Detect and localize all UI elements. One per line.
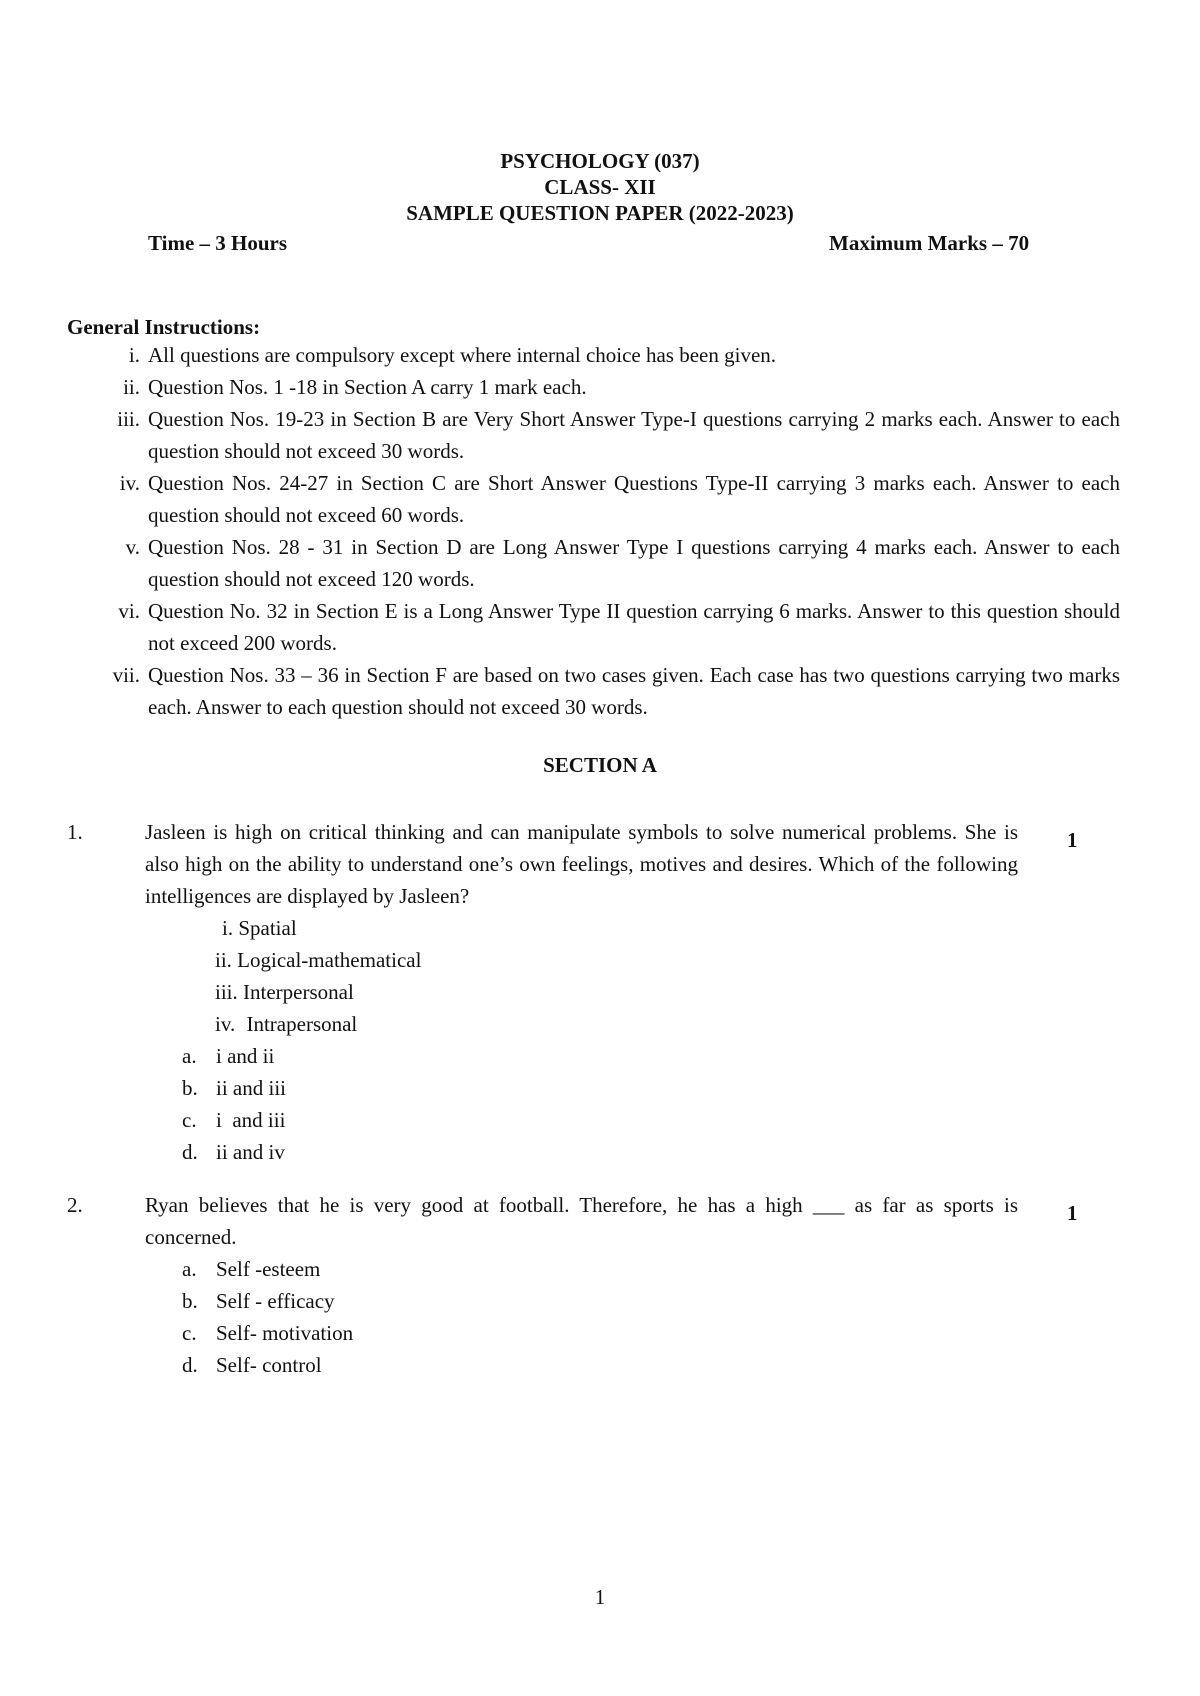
paper-time: Time – 3 Hours	[148, 231, 288, 255]
question-marks: 1	[1067, 1201, 1078, 1225]
sub-option-text: Logical-mathematical	[237, 948, 422, 972]
option-text: ii and iv	[216, 1140, 285, 1164]
instruction-text: Question Nos. 1 -18 in Section A carry 1 mark each.	[148, 375, 587, 399]
instruction-item	[80, 531, 1120, 595]
section-a-heading: SECTION A	[543, 753, 657, 777]
instruction-text: Question No. 32 in Section E is a Long Answer Type II question carrying 6 marks. Answer to this question should not exceed 200 words.	[148, 599, 1120, 655]
instruction-number: v.	[125, 535, 140, 559]
instruction-item	[80, 339, 1120, 371]
instruction-number: i.	[128, 343, 140, 367]
question-text: Jasleen is high on critical thinking and can manipulate symbols to solve numerical problems. She is also high on the ability to understand one’s own feelings, motives and desires. Which of the following intelligences are displayed by Jasleen?	[145, 820, 1018, 908]
sub-option	[215, 1008, 357, 1040]
answer-option-a	[182, 1253, 320, 1285]
paper-subject: PSYCHOLOGY (037)	[500, 149, 700, 173]
instruction-item	[80, 595, 1120, 659]
option-text: Self- control	[216, 1353, 322, 1377]
question-number: 1.	[67, 820, 83, 844]
paper-max-marks: Maximum Marks – 70	[829, 231, 1030, 255]
sub-option-number: iii.	[215, 980, 238, 1004]
instruction-item	[80, 659, 1120, 723]
sub-option-number: i.	[222, 916, 234, 940]
question-marks: 1	[1067, 828, 1078, 852]
instruction-text: All questions are compulsory except where internal choice has been given.	[148, 343, 777, 367]
option-letter: c.	[182, 1108, 197, 1132]
answer-option-d	[182, 1349, 322, 1381]
option-letter: a.	[182, 1044, 197, 1068]
question-2	[67, 1189, 1127, 1389]
instruction-item	[80, 371, 1120, 403]
instruction-item	[80, 403, 1120, 467]
answer-option-c	[182, 1317, 353, 1349]
option-text: ii and iii	[216, 1076, 286, 1100]
answer-option-c	[182, 1104, 285, 1136]
option-letter: b.	[182, 1289, 198, 1313]
instruction-item	[80, 467, 1120, 531]
instruction-number: iii.	[117, 407, 140, 431]
option-letter: a.	[182, 1257, 197, 1281]
sub-option-text: Intrapersonal	[246, 1012, 358, 1036]
question-text: Ryan believes that he is very good at football. Therefore, he has a high ___ as far as sports is concerned.	[145, 1193, 1018, 1249]
answer-option-a	[182, 1040, 274, 1072]
question-number: 2.	[67, 1193, 83, 1217]
sub-option-text: Interpersonal	[243, 980, 354, 1004]
instruction-text: Question Nos. 24-27 in Section C are Short Answer Questions Type-II carrying 3 marks each. Answer to each question should not exceed 60 words.	[148, 471, 1120, 527]
instruction-number: vi.	[118, 599, 140, 623]
instructions-list	[80, 339, 1120, 723]
option-text: i and iii	[216, 1108, 286, 1132]
sub-option-number: iv.	[215, 1012, 236, 1036]
instruction-number: vii.	[112, 663, 140, 687]
paper-title: SAMPLE QUESTION PAPER (2022-2023)	[406, 201, 794, 225]
sub-option-number: ii.	[215, 948, 232, 972]
instruction-text: Question Nos. 19-23 in Section B are Very Short Answer Type-I questions carrying 2 marks each. Answer to each question should not exceed 30 words.	[148, 407, 1120, 463]
option-text: Self - efficacy	[216, 1289, 335, 1313]
option-letter: c.	[182, 1321, 197, 1345]
instruction-text: Question Nos. 28 - 31 in Section D are Long Answer Type I questions carrying 4 marks each. Answer to each question should not exceed 120 words.	[148, 535, 1120, 591]
option-letter: b.	[182, 1076, 198, 1100]
question-1	[67, 816, 1127, 1164]
sub-option	[215, 944, 421, 976]
instructions-heading: General Instructions:	[67, 315, 261, 339]
answer-option-d	[182, 1136, 285, 1168]
page-number: 1	[594, 1585, 606, 1609]
sub-option-text: Spatial	[238, 916, 297, 940]
answer-option-b	[182, 1285, 335, 1317]
instruction-number: ii.	[123, 375, 140, 399]
answer-option-b	[182, 1072, 286, 1104]
instruction-text: Question Nos. 33 – 36 in Section F are based on two cases given. Each case has two questions carrying two marks each. Answer to each question should not exceed 30 words.	[148, 663, 1120, 719]
option-text: Self -esteem	[216, 1257, 321, 1281]
option-text: i and ii	[216, 1044, 275, 1068]
sub-option	[222, 912, 297, 944]
option-letter: d.	[182, 1353, 198, 1377]
option-letter: d.	[182, 1140, 198, 1164]
instruction-number: iv.	[119, 471, 140, 495]
option-text: Self- motivation	[216, 1321, 354, 1345]
sub-option	[215, 976, 354, 1008]
paper-class: CLASS- XII	[544, 175, 656, 199]
